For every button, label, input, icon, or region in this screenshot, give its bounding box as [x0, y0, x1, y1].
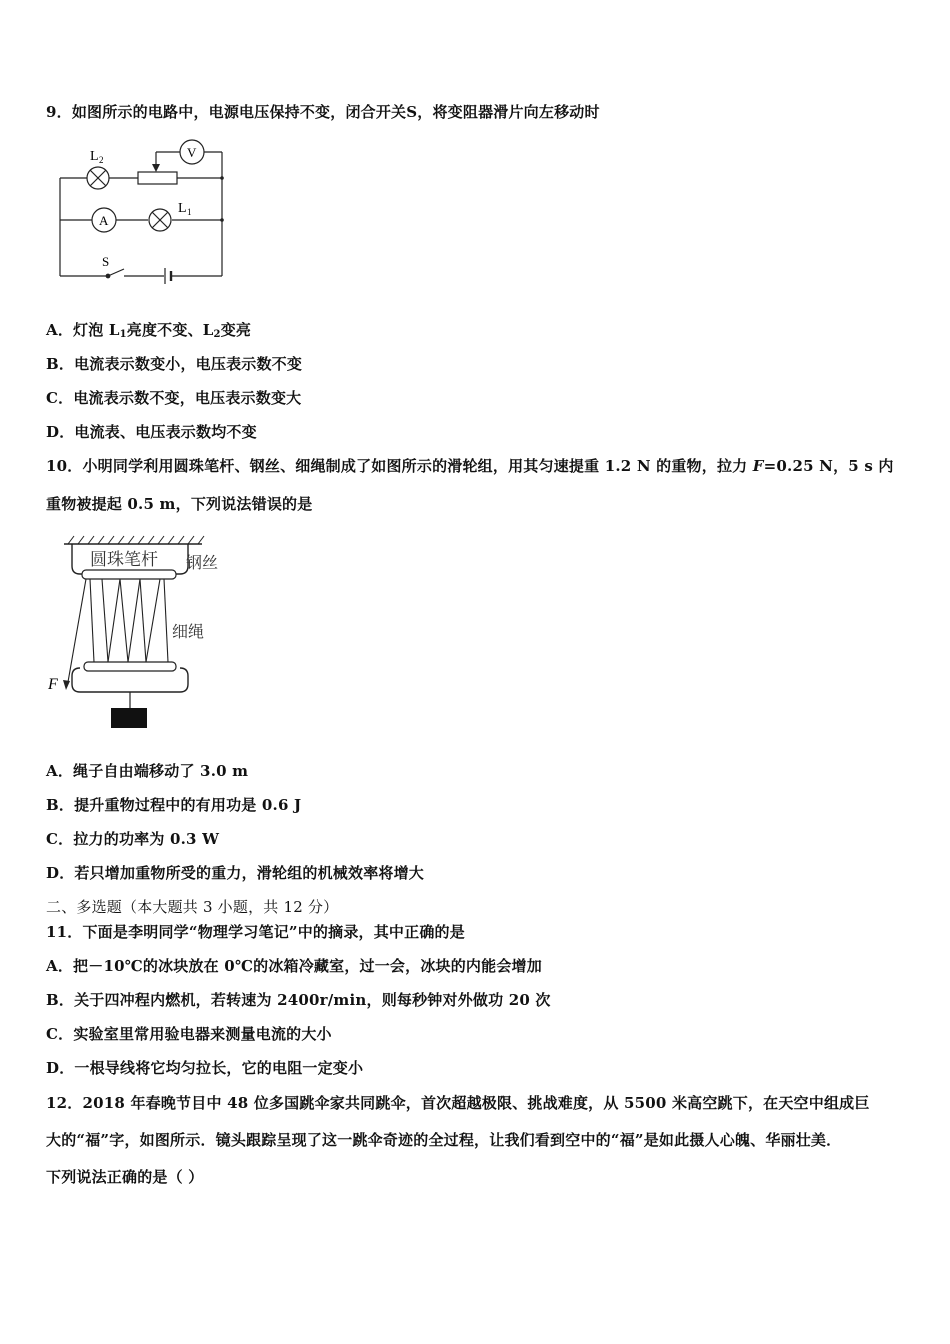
q10-stem-line1: 10．小明同学利用圆珠笔杆、钢丝、细绳制成了如图所示的滑轮组，用其匀速提重 1.2 N 的重物，拉力 F=0.25 N，5 s 内: [46, 457, 894, 475]
label-wire: 钢丝: [186, 555, 219, 572]
q11-stem: 11．下面是李明同学“物理学习笔记”中的摘录，其中正确的是: [46, 923, 465, 941]
label-switch: S: [102, 254, 110, 269]
switch-icon: [106, 269, 124, 278]
lamp-l1-icon: [149, 209, 171, 231]
q9-circuit-diagram: [52, 138, 232, 284]
q11-option-c: C．实验室里常用验电器来测量电流的大小: [46, 1025, 332, 1043]
label-pen-rod: 圆珠笔杆: [90, 550, 158, 569]
label-rope: 细绳: [172, 624, 205, 641]
q9-option-d: D．电流表、电压表示数均不变: [46, 423, 257, 441]
battery-icon: [165, 268, 171, 284]
q10-option-a: A．绳子自由端移动了 3.0 m: [46, 762, 249, 780]
label-l2: L: [90, 149, 99, 164]
ammeter-icon: [92, 208, 116, 232]
q10-option-d: D．若只增加重物所受的重力，滑轮组的机械效率将增大: [46, 864, 425, 882]
q10-stem-line2: 重物被提起 0.5 m，下列说法错误的是: [46, 495, 313, 513]
label-l1: L: [178, 201, 187, 216]
q12-stem-line1: 12．2018 年春晚节目中 48 位多国跳伞家共同跳伞，首次超越极限、挑战难度，从 5500 米高空跳下，在天空中组成巨: [46, 1094, 870, 1112]
label-l2-sub: 2: [99, 155, 104, 165]
label-l1-sub: 1: [187, 207, 192, 217]
section-heading-multiple-choice: 二、多选题（本大题共 3 小题，共 12 分）: [46, 898, 339, 916]
rheostat-icon: [138, 172, 177, 184]
q12-stem-line3: 下列说法正确的是（ ）: [46, 1168, 204, 1186]
lower-pen-rod-icon: [84, 662, 176, 671]
label-voltmeter: V: [187, 145, 197, 160]
q9-option-b: B．电流表示数变小，电压表示数不变: [46, 355, 303, 373]
lamp-l2-icon: [87, 167, 109, 189]
upper-pen-rod-icon: [82, 570, 176, 579]
voltmeter-icon: [180, 140, 204, 164]
q11-option-b: B．关于四冲程内燃机，若转速为 2400r/min，则每秒钟对外做功 20 次: [46, 991, 551, 1009]
weight-block-icon: [111, 708, 147, 728]
q11-option-d: D．一根导线将它均匀拉长，它的电阻一定变小: [46, 1059, 364, 1077]
slider-arrow-icon: [152, 164, 160, 172]
q9-option-c: C．电流表示数不变，电压表示数变大: [46, 389, 302, 407]
q11-option-a: A．把－10℃的冰块放在 0℃的冰箱冷藏室，过一会，冰块的内能会增加: [46, 957, 542, 975]
q10-pulley-diagram: [44, 532, 244, 732]
q10-option-b: B．提升重物过程中的有用功是 0.6 J: [46, 796, 302, 814]
q12-stem-line2: 大的“福”字，如图所示．镜头跟踪呈现了这一跳伞奇迹的全过程，让我们看到空中的“福”是如此摄人心魄、华丽壮美．: [46, 1131, 842, 1149]
force-arrow-icon: [63, 680, 70, 690]
label-force: F: [48, 676, 58, 693]
q10-option-c: C．拉力的功率为 0.3 W: [46, 830, 220, 848]
q9-option-a: A．灯泡 $L_1$亮度不变、$L_2$变亮: [46, 321, 252, 340]
label-ammeter: A: [99, 213, 109, 228]
q9-stem: 9．如图所示的电路中，电源电压保持不变，闭合开关S，将变阻器滑片向左移动时: [46, 103, 600, 121]
